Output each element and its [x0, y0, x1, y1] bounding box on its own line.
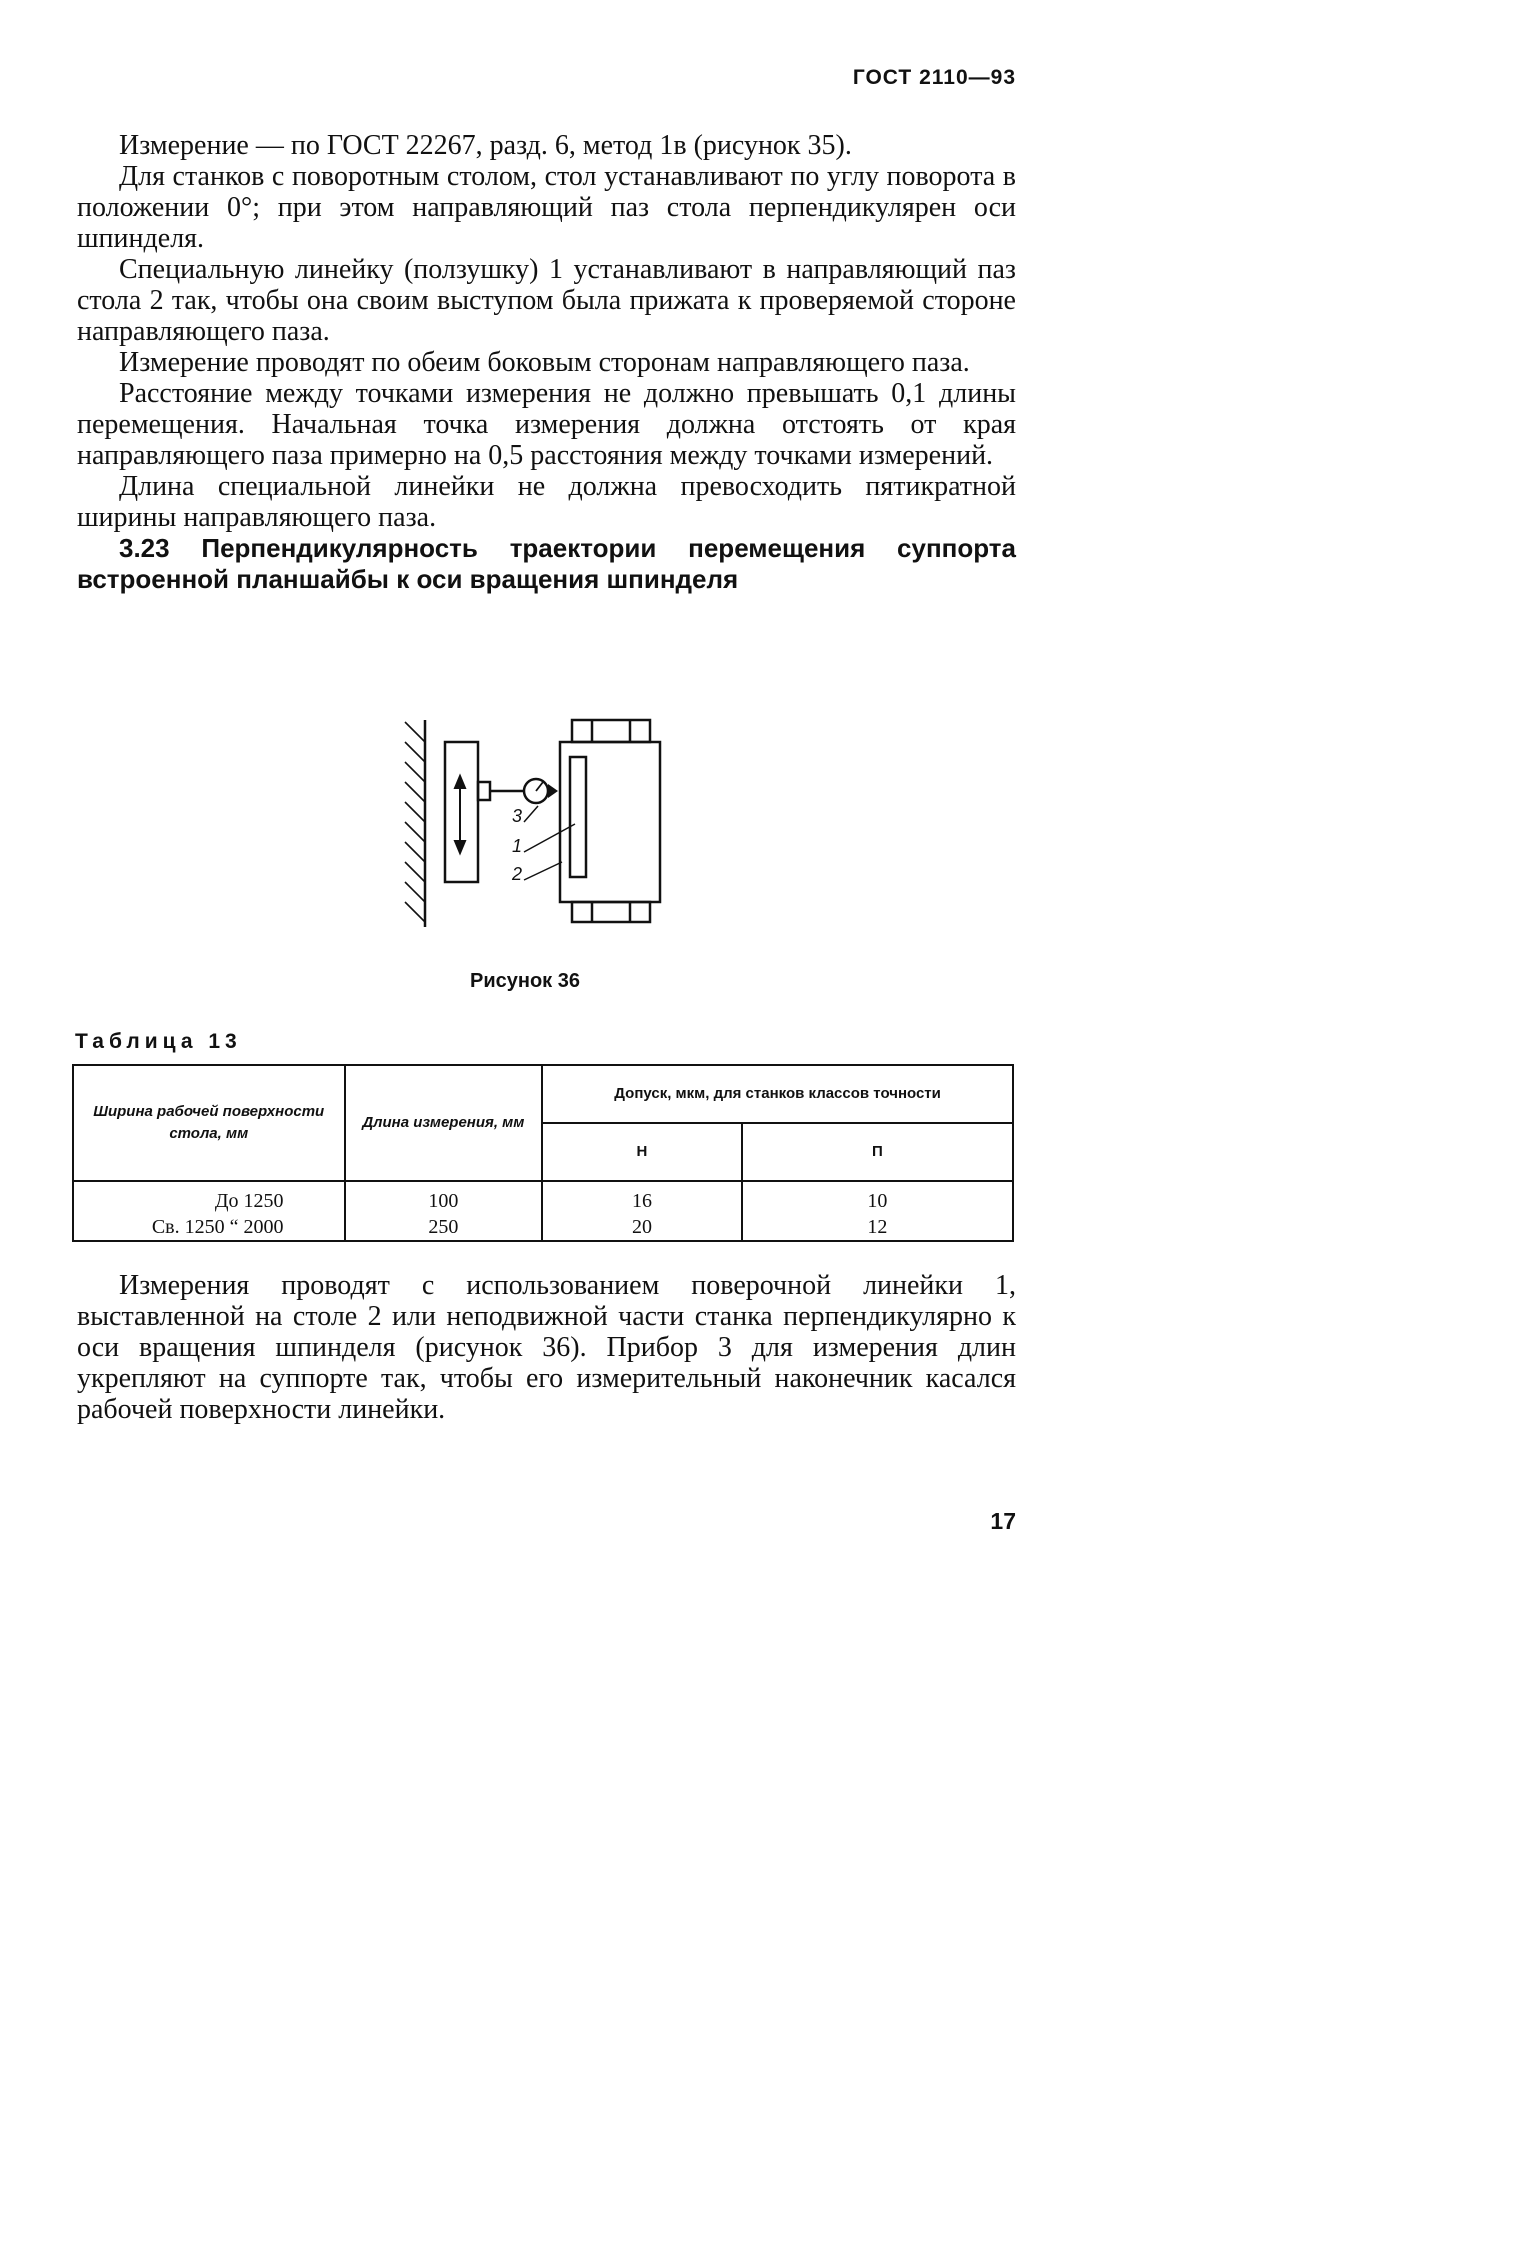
body-text-bottom	[77, 1270, 1016, 1425]
table-cell: 16	[542, 1181, 742, 1214]
support-carriage	[445, 742, 490, 882]
table-cell: 12	[742, 1214, 1013, 1241]
table-cell: До 1250	[73, 1181, 345, 1214]
table-cell: 250	[345, 1214, 543, 1241]
paragraph: Длина специальной линейки не должна превосходить пятикратной ширины направляющего паза.	[77, 471, 1016, 533]
table-cell: 20	[542, 1214, 742, 1241]
straightedge-ruler	[570, 757, 586, 877]
paragraph: Измерение — по ГОСТ 22267, разд. 6, метод 1в (рисунок 35).	[119, 130, 852, 161]
paragraph: Специальную линейку (ползушку) 1 устанавливают в направляющий паз стола 2 так, чтобы она своим выступом была прижата к проверяемой стороне направляющего паза.	[77, 254, 1016, 347]
paragraph: Измерение проводят по обеим боковым сторонам направляющего паза.	[119, 347, 970, 378]
movement-arrow	[455, 776, 465, 853]
paragraph: Измерения проводят с использованием поверочной линейки 1, выставленной на столе 2 или неподвижной части станка перпендикулярно к оси вращения шпинделя (рисунок 36). Прибор 3 для измерения длин укрепляют на суппорте так, чтобы его измерительный наконечник касался рабочей поверхности линейки.	[77, 1270, 1016, 1425]
header-tolerance-group: Допуск, мкм, для станков классов точности	[542, 1065, 1013, 1123]
header-length: Длина измерения, мм	[345, 1065, 543, 1181]
figure-36-diagram	[400, 712, 670, 932]
label-2: 2	[512, 864, 523, 884]
measuring-instrument	[490, 779, 558, 803]
label-3: 3	[512, 806, 523, 826]
callout-labels	[511, 806, 522, 884]
section-heading: 3.23 Перпендикулярность траектории перемещения суппорта встроенной планшайбы к оси вращения шпинделя	[77, 533, 1016, 594]
header-class-p: П	[742, 1123, 1013, 1181]
body-text-top	[77, 130, 1016, 595]
label-1: 1	[512, 836, 523, 856]
table-cell: Св. 1250 “ 2000	[73, 1214, 345, 1241]
table-cell: 100	[345, 1181, 543, 1214]
table-header-row	[73, 1065, 1013, 1123]
fixed-wall-hatching	[405, 720, 425, 927]
figure-caption: Рисунок 36	[470, 970, 580, 992]
paragraph: Расстояние между точками измерения не должно превышать 0,1 длины перемещения. Начальная точка измерения должна отстоять от края направляющего паза примерно на 0,5 расстояния между точками измерений.	[77, 378, 1016, 471]
callout-leaders	[524, 806, 575, 880]
running-header: ГОСТ 2110—93	[852, 66, 1016, 89]
table-row	[73, 1181, 1013, 1214]
page-number: 17	[990, 1508, 1016, 1534]
spindle-faceplate	[560, 720, 660, 922]
table-row	[73, 1214, 1013, 1241]
tolerance-table	[72, 1064, 1014, 1242]
table-cell: 10	[742, 1181, 1013, 1214]
header-width: Ширина рабочей поверхности стола, мм	[73, 1065, 345, 1181]
header-class-h: Н	[542, 1123, 742, 1181]
table-label: Таблица 13	[75, 1030, 242, 1053]
paragraph: Для станков с поворотным столом, стол устанавливают по углу поворота в положении 0°; при этом направляющий паз стола перпендикулярен оси шпинделя.	[77, 161, 1016, 254]
